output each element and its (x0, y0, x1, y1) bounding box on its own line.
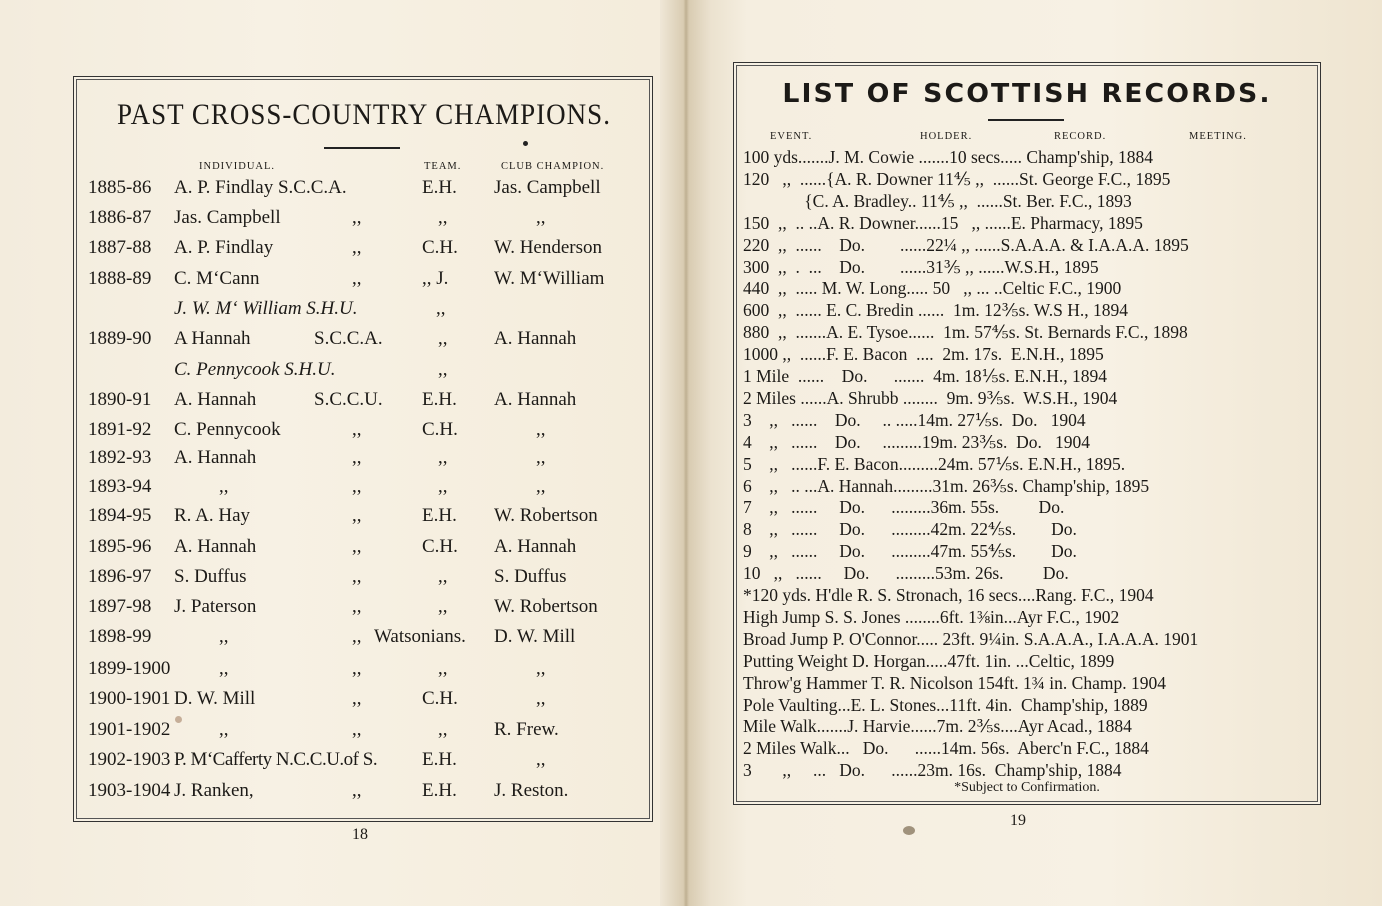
header-event: EVENT. (770, 131, 813, 142)
book-gutter (660, 0, 712, 906)
champion-name: A. Hannah (174, 536, 257, 557)
record-text: 440 ,, ..... M. W. Long..... 50 ,, ... ..Celtic F.C., 1900 (743, 278, 1122, 299)
record-row (743, 519, 1318, 540)
record-row (743, 607, 1318, 628)
champion-team: C.H. (422, 536, 458, 557)
header-club-champion: CLUB CHAMPION. (501, 161, 605, 172)
champion-name: S. Duffus (174, 566, 247, 587)
record-row (743, 300, 1318, 321)
record-text: 100 yds.......J. M. Cowie .......10 secs..... Champ'ship, 1884 (743, 147, 1154, 167)
champion-club: W. Robertson (494, 596, 598, 617)
cross-country-frame (73, 76, 653, 822)
record-text: 2 Miles ......A. Shrubb ........ 9m. 9⅗s. W.S.H., 1904 (743, 387, 1118, 408)
champion-name: ,, (219, 626, 229, 647)
record-text: 300 ,, . ... Do. ......31⅗ ,, ......W.S.H., 1895 (743, 256, 1099, 277)
records-frame (733, 62, 1321, 805)
record-row (743, 410, 1318, 431)
champion-mark: ,, (352, 419, 362, 440)
champion-year: 1897-98 (88, 596, 152, 617)
record-row (743, 432, 1318, 453)
champion-team: C.H. (422, 237, 458, 258)
paper-stain (903, 826, 915, 835)
champion-name: A. Hannah (174, 447, 257, 468)
record-row (743, 322, 1318, 343)
record-text: 4 ,, ...... Do. .........19m. 23⅗s. Do. 1904 (743, 431, 1091, 452)
records-title-rule (988, 119, 1064, 121)
record-row (743, 388, 1318, 409)
champion-row (74, 505, 652, 531)
champion-row (74, 177, 652, 203)
champion-name: ,, (219, 719, 229, 740)
header-meeting: MEETING. (1189, 131, 1247, 142)
champion-mark: ,, (352, 566, 362, 587)
champion-club: J. Reston. (494, 780, 569, 801)
champion-team: ,, (438, 328, 448, 349)
record-text: Pole Vaulting...E. L. Stones...11ft. 4in. Champ'ship, 1889 (743, 694, 1148, 715)
record-row (743, 673, 1318, 694)
champion-club: ,, (536, 447, 546, 468)
record-text: 8 ,, ...... Do. .........42m. 22⅘s. Do. (743, 519, 1077, 540)
header-holder: HOLDER. (920, 131, 973, 142)
champion-team: C.H. (422, 688, 458, 709)
champion-year: 1888-89 (88, 268, 152, 289)
champion-club: S. Duffus (494, 566, 567, 587)
champion-row (74, 688, 652, 714)
record-text: 7 ,, ...... Do. .........36m. 55s. Do. (743, 497, 1065, 518)
champion-mark: ,, (352, 626, 362, 647)
record-row (743, 541, 1318, 562)
champion-mark: ,, (352, 780, 362, 801)
record-text: 3 ,, ...... Do. .. .....14m. 27⅕s. Do. 1904 (743, 409, 1086, 430)
champion-mark: ,, (352, 476, 362, 497)
champion-year: 1889-90 (88, 328, 152, 349)
champion-row (74, 207, 652, 233)
champion-name: J. Paterson (174, 596, 257, 617)
champion-name: J. W. M‘ William S.H.U. (174, 298, 358, 319)
champion-club: W. M‘William (494, 268, 605, 289)
record-text: 120 ,, ......{A. R. Downer 11⅘ ,, ......St. George F.C., 1895 (743, 168, 1171, 189)
record-row (743, 476, 1318, 497)
champion-row (74, 268, 652, 294)
title-rule (324, 147, 400, 149)
champion-club: R. Frew. (494, 719, 559, 740)
cross-country-title: PAST CROSS-COUNTRY CHAMPIONS. (117, 97, 611, 131)
champion-mark: ,, (436, 298, 446, 319)
champion-name: P. M‘Cafferty N.C.C.U.of S. (174, 749, 378, 770)
champion-club: ,, (536, 419, 546, 440)
champion-club: W. Henderson (494, 237, 602, 258)
champion-row (74, 298, 652, 324)
champion-row (74, 749, 652, 775)
champion-row (74, 626, 652, 652)
record-row (743, 235, 1318, 256)
record-text: 1000 ,, ......F. E. Bacon .... 2m. 17s. E.N.H., 1895 (743, 344, 1104, 365)
champion-row (74, 419, 652, 445)
champion-row (74, 359, 652, 385)
record-text: 5 ,, ......F. E. Bacon.........24m. 57⅕s. E.N.H., 1895. (743, 453, 1126, 474)
champion-year: 1898-99 (88, 626, 152, 647)
record-text: 10 ,, ...... Do. .........53m. 26s. Do. (743, 563, 1069, 584)
champion-mark: ,, (352, 505, 362, 526)
champion-team: Watsonians. (374, 626, 466, 647)
champion-year: 1894-95 (88, 505, 152, 526)
champion-team: ,, (438, 447, 448, 468)
record-text: Throw'g Hammer T. R. Nicolson 154ft. 1¾ in. Champ. 1904 (743, 672, 1166, 693)
champion-year: 1895-96 (88, 536, 152, 557)
champion-team: ,, (438, 359, 448, 380)
record-text: 600 ,, ...... E. C. Bredin ...... 1m. 12⅗s. W.S H., 1894 (743, 300, 1128, 321)
record-row (743, 651, 1318, 672)
champion-team: ,, (438, 476, 448, 497)
champion-team: E.H. (422, 749, 457, 770)
records-title: LIST OF SCOTTISH RECORDS. (782, 79, 1272, 109)
champion-mark: ,, (352, 447, 362, 468)
champion-club: A. Hannah (494, 536, 577, 557)
champion-club: ,, (536, 207, 546, 228)
champion-club: A. Hannah (494, 389, 577, 410)
champion-row (74, 658, 652, 684)
record-row (743, 738, 1318, 759)
champion-name: J. Ranken, (174, 780, 254, 801)
record-text: 1 Mile ...... Do. ....... 4m. 18⅕s. E.N.H., 1894 (743, 366, 1108, 386)
champion-club: A. Hannah (494, 328, 577, 349)
champion-mark: ,, (352, 658, 362, 679)
champion-mark: S.C.C.U. (314, 389, 383, 410)
record-text: Broad Jump P. O'Connor..... 23ft. 9¼in. S.A.A.A., I.A.A.A. 1901 (743, 628, 1199, 649)
champion-club: Jas. Campbell (494, 177, 601, 198)
record-text: 220 ,, ...... Do. ......22¼ ,, ......S.A.A.A. & I.A.A.A. 1895 (743, 234, 1189, 255)
champion-row (74, 237, 652, 263)
record-row (743, 760, 1318, 781)
champion-team: ,, (438, 207, 448, 228)
champion-name: C. M‘Cann (174, 268, 260, 289)
champion-mark: ,, (352, 596, 362, 617)
champion-name: ,, (219, 658, 229, 679)
record-text: 2 Miles Walk... Do. ......14m. 56s. Aberc'n F.C., 1884 (743, 738, 1149, 759)
record-row (743, 629, 1318, 650)
champion-year: 1887-88 (88, 237, 152, 258)
header-team: TEAM. (424, 161, 462, 172)
champion-row (74, 719, 652, 745)
champion-year: 1893-94 (88, 476, 152, 497)
record-text: {C. A. Bradley.. 11⅘ ,, ......St. Ber. F.C., 1893 (743, 190, 1132, 211)
champion-team: E.H. (422, 505, 457, 526)
champion-mark: ,, (352, 536, 362, 557)
record-text: 880 ,, .......A. E. Tysoe...... 1m. 57⅘s. St. Bernards F.C., 1898 (743, 322, 1188, 343)
champion-row (74, 780, 652, 806)
champion-mark: ,, (352, 268, 362, 289)
record-text: 9 ,, ...... Do. .........47m. 55⅘s. Do. (743, 541, 1077, 562)
champion-year: 1903-1904 (88, 780, 171, 801)
record-text: Mile Walk.......J. Harvie......7m. 2⅗s....Ayr Acad., 1884 (743, 716, 1132, 737)
record-row (743, 454, 1318, 475)
champion-name: A. Hannah (174, 389, 257, 410)
champion-name: C. Pennycook S.H.U. (174, 359, 336, 380)
champion-team: ,, J. (422, 268, 449, 289)
champion-year: 1899-1900 (88, 658, 171, 679)
record-row (743, 366, 1318, 387)
record-row (743, 257, 1318, 278)
champion-year: 1892-93 (88, 447, 152, 468)
champion-club: ,, (536, 476, 546, 497)
champion-year: 1890-91 (88, 389, 152, 410)
champion-mark: ,, (352, 688, 362, 709)
champion-team: E.H. (422, 780, 457, 801)
record-row (743, 213, 1318, 234)
record-row (743, 497, 1318, 518)
record-row (743, 563, 1318, 584)
record-row (743, 585, 1318, 606)
champion-name: Jas. Campbell (174, 207, 281, 228)
champion-row (74, 447, 652, 473)
record-text: 150 ,, .. ..A. R. Downer......15 ,, ......E. Pharmacy, 1895 (743, 212, 1143, 233)
champion-year: 1900-1901 (88, 688, 171, 709)
champion-team: ,, (438, 719, 448, 740)
champion-year: 1886-87 (88, 207, 152, 228)
champion-name: A. P. Findlay (174, 237, 274, 258)
champion-club: ,, (536, 749, 546, 770)
champion-name: A Hannah (174, 328, 251, 349)
champion-team: ,, (438, 658, 448, 679)
record-row (743, 695, 1318, 716)
title-dot (523, 141, 528, 146)
champion-team: E.H. (422, 177, 457, 198)
champion-year: 1902-1903 (88, 749, 171, 770)
record-row (743, 716, 1318, 737)
champion-mark: S.C.C.A. (314, 328, 383, 349)
champion-club: D. W. Mill (494, 626, 576, 647)
champion-club: ,, (536, 688, 546, 709)
champion-row (74, 596, 652, 622)
champion-year: 1896-97 (88, 566, 152, 587)
champion-year: 1901-1902 (88, 719, 171, 740)
record-row (743, 278, 1318, 299)
record-text: 6 ,, .. ...A. Hannah.........31m. 26⅗s. Champ'ship, 1895 (743, 475, 1150, 496)
paper-mark (175, 716, 182, 723)
record-row (743, 344, 1318, 365)
champion-row (74, 566, 652, 592)
record-text: Putting Weight D. Horgan.....47ft. 1in. ...Celtic, 1899 (743, 650, 1115, 671)
champion-club: W. Robertson (494, 505, 598, 526)
champion-name: C. Pennycook (174, 419, 281, 440)
record-text: High Jump S. S. Jones ........6ft. 1⅜in...Ayr F.C., 1902 (743, 606, 1120, 627)
champion-team: C.H. (422, 419, 458, 440)
page-number-left: 18 (352, 826, 368, 843)
champion-team: ,, (438, 596, 448, 617)
champion-name: D. W. Mill (174, 688, 256, 709)
record-row (743, 191, 1318, 212)
champion-club: ,, (536, 658, 546, 679)
champion-row (74, 476, 652, 502)
confirmation-note: *Subject to Confirmation. (954, 780, 1100, 795)
champion-row (74, 328, 652, 354)
champion-year: 1885-86 (88, 177, 152, 198)
header-individual: INDIVIDUAL. (199, 161, 276, 172)
record-row (743, 147, 1318, 168)
champion-mark: ,, (352, 719, 362, 740)
champion-team: E.H. (422, 389, 457, 410)
champion-team: ,, (438, 566, 448, 587)
champion-name: R. A. Hay (174, 505, 250, 526)
record-row (743, 169, 1318, 190)
champion-row (74, 389, 652, 415)
record-text: *120 yds. H'dle R. S. Stronach, 16 secs....Rang. F.C., 1904 (743, 585, 1154, 605)
champion-mark: ,, (352, 207, 362, 228)
header-record: RECORD. (1054, 131, 1107, 142)
champion-year: 1891-92 (88, 419, 152, 440)
champion-mark: ,, (352, 237, 362, 258)
record-text: 3 ,, ... Do. ......23m. 16s. Champ'ship, 1884 (743, 760, 1122, 781)
champion-row (74, 536, 652, 562)
champion-name: ,, (219, 476, 229, 497)
champion-name: A. P. Findlay S.C.C.A. (174, 177, 347, 198)
page-number-right: 19 (1010, 812, 1026, 829)
